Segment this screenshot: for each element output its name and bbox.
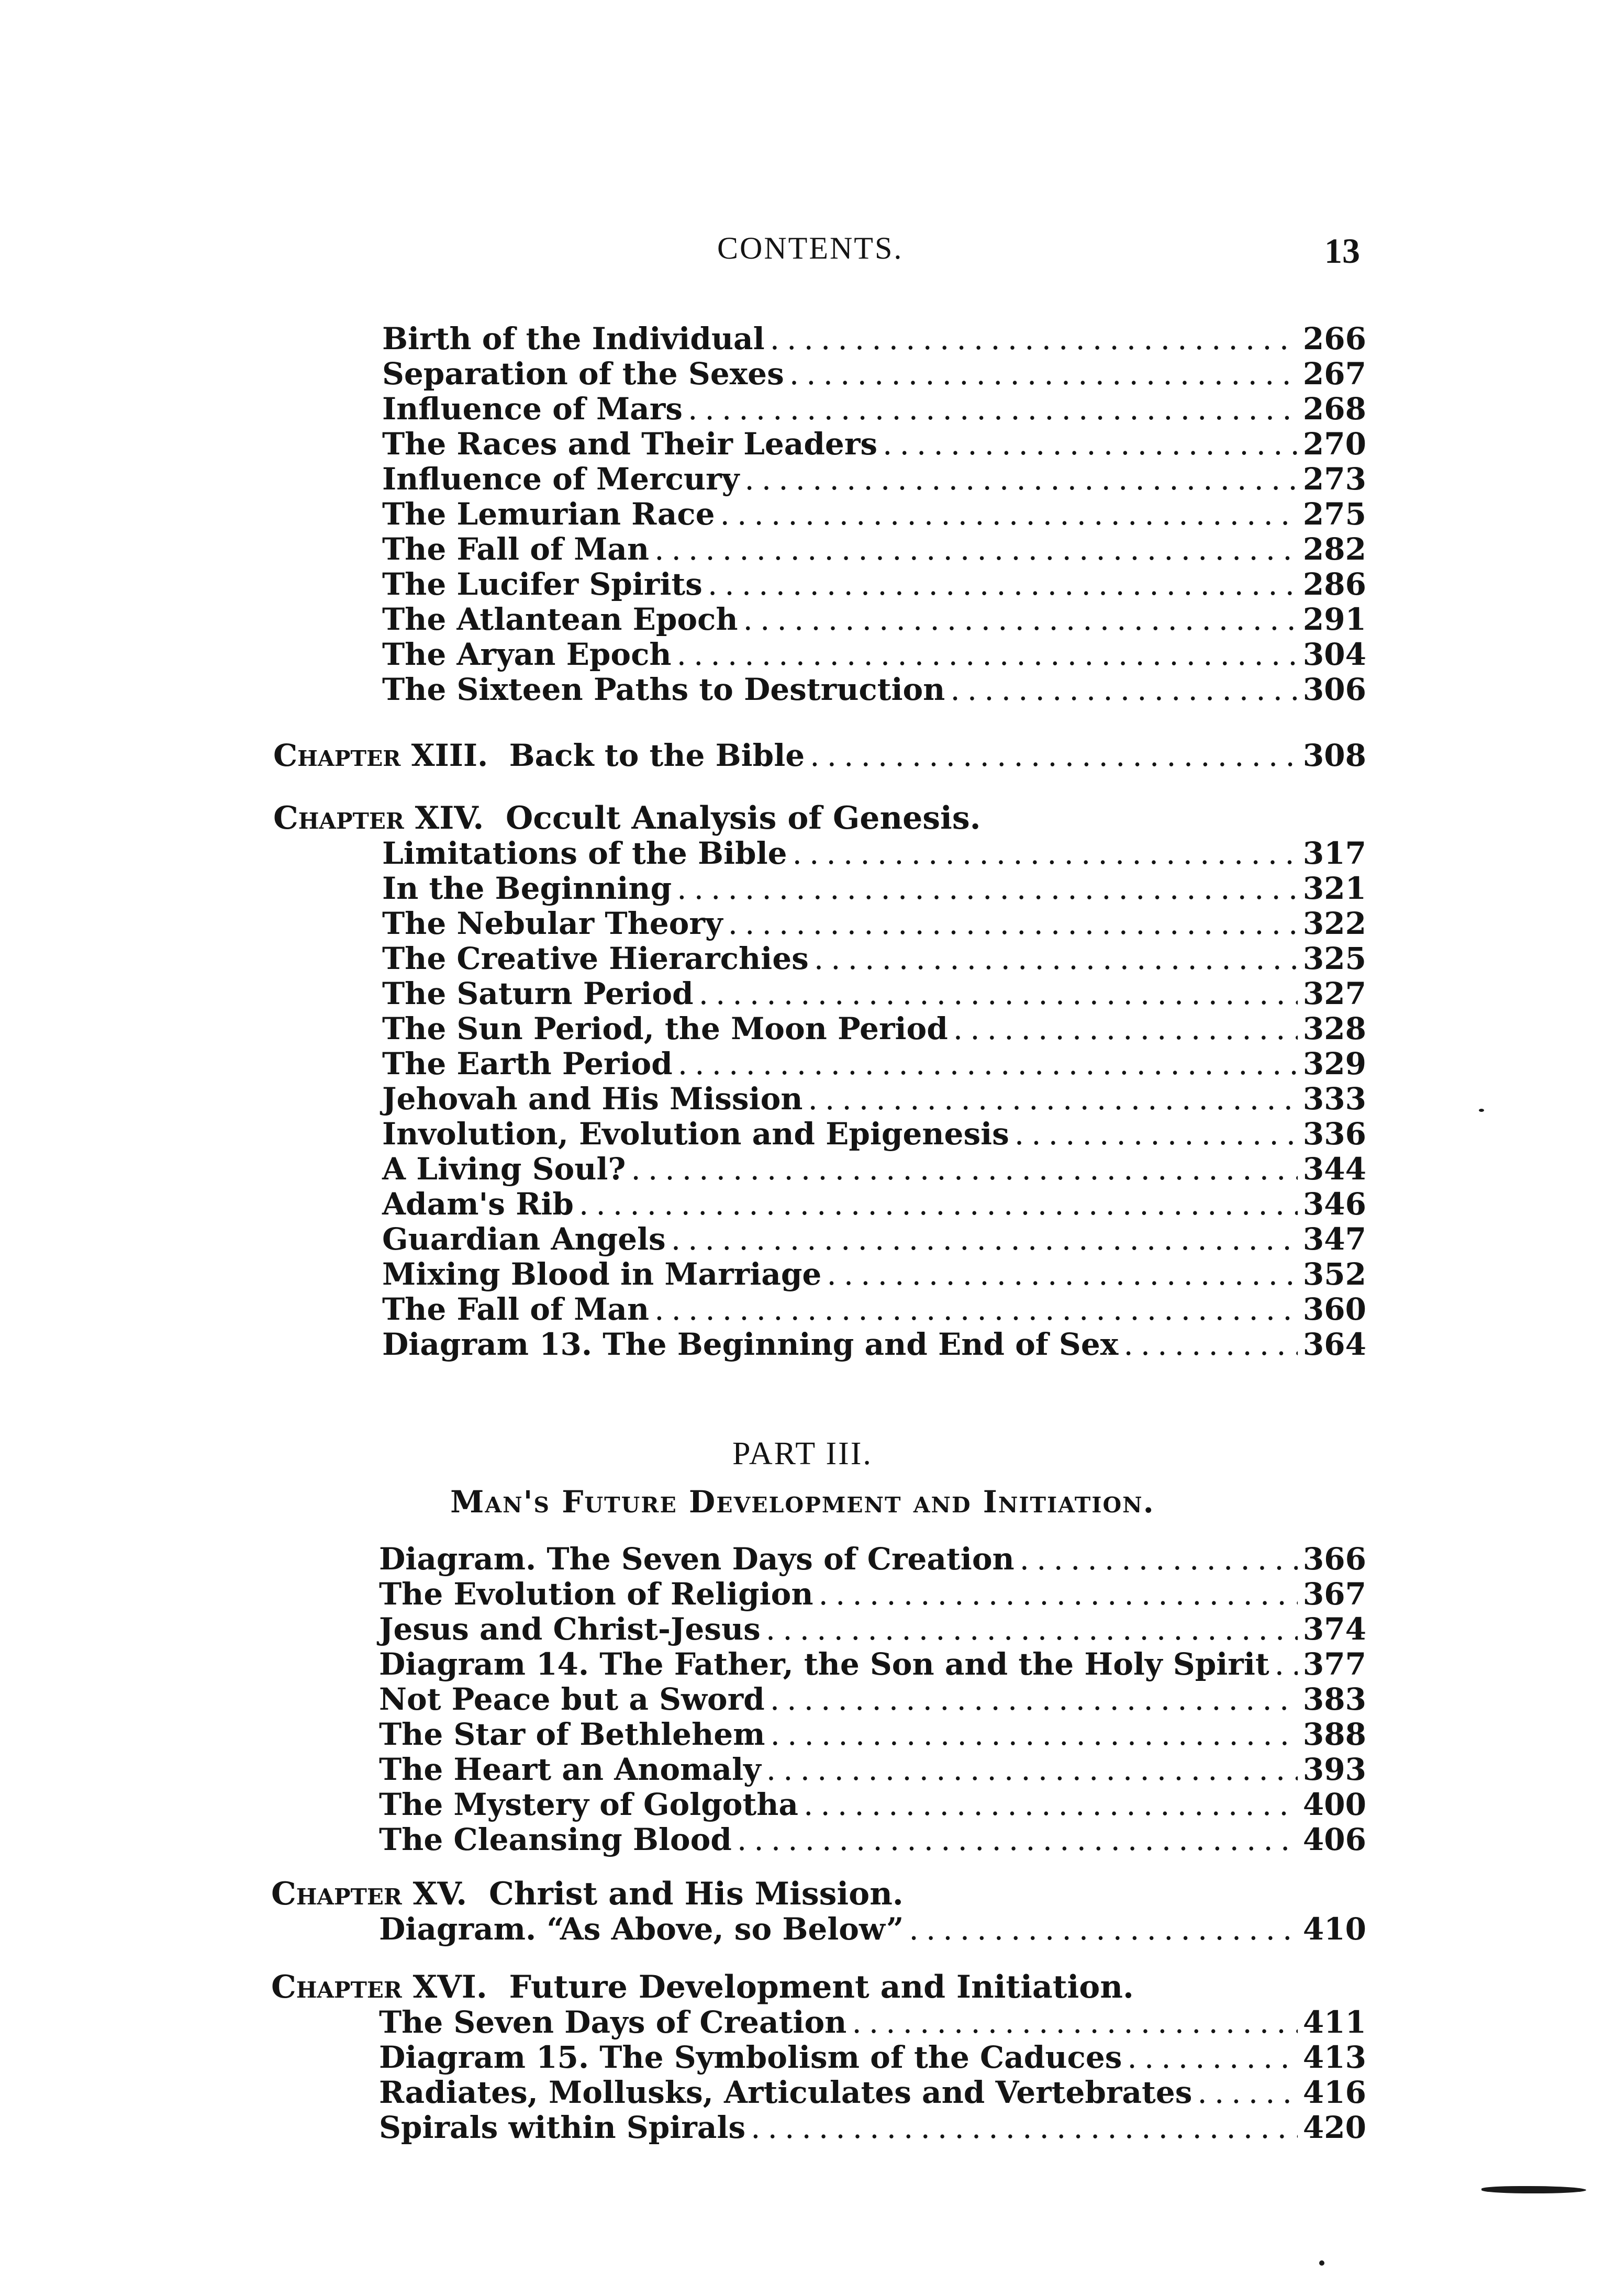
entry-title: Influence of Mercury — [382, 461, 740, 497]
entry-page-number: 416 — [1302, 2075, 1366, 2110]
entry-title: Limitations of the Bible — [382, 835, 787, 871]
entry-page-number: 266 — [1302, 321, 1366, 356]
entry-title: The Fall of Man — [382, 1291, 650, 1327]
entry-page-number: 282 — [1302, 531, 1366, 567]
chapter-16-title: Future Development and Initiation. — [509, 1969, 1134, 2005]
dot-leader — [819, 1577, 1298, 1612]
part-3-entry[interactable] — [379, 1577, 1366, 1612]
entry-page-number: 411 — [1302, 2004, 1366, 2040]
dot-leader — [677, 871, 1298, 906]
dot-leader — [953, 1011, 1298, 1046]
entry-page-number: 286 — [1302, 566, 1366, 602]
entry-page-number: 321 — [1302, 871, 1366, 906]
dot-leader — [743, 602, 1298, 637]
entry-page-number: 344 — [1302, 1151, 1366, 1187]
entry-title: Mixing Blood in Marriage — [382, 1256, 822, 1292]
ink-smudge — [1481, 2186, 1586, 2193]
entry-page-number: 336 — [1302, 1116, 1366, 1152]
entry-page-number: 347 — [1302, 1221, 1366, 1257]
chapter-15-numeral: XV. — [413, 1876, 467, 1912]
dot-leader — [766, 1752, 1298, 1787]
dot-leader — [744, 462, 1298, 497]
entry-page-number: 273 — [1302, 461, 1366, 497]
entry-title: The Fall of Man — [382, 531, 650, 567]
entry-page-number: 393 — [1302, 1752, 1366, 1787]
dot-leader — [728, 906, 1298, 941]
entry-title: Not Peace but a Sword — [379, 1681, 765, 1717]
dot-leader — [631, 1152, 1298, 1187]
chapter-15-entry[interactable] — [379, 1912, 1366, 1947]
entry-page-number: 364 — [1302, 1327, 1366, 1362]
chapter-14-entry[interactable] — [382, 1117, 1366, 1152]
entry-title: The Races and Their Leaders — [382, 426, 878, 462]
entry-page-number: 268 — [1302, 391, 1366, 427]
dot-leader — [804, 1787, 1298, 1822]
chapter-16-entry[interactable] — [379, 2005, 1366, 2040]
entry-title: Involution, Evolution and Epigenesis — [382, 1116, 1009, 1152]
entry-title: The Atlantean Epoch — [382, 601, 738, 637]
entry-title: The Seven Days of Creation — [379, 2004, 847, 2040]
entry-page-number: 329 — [1302, 1046, 1366, 1082]
entry-page-number: 333 — [1302, 1081, 1366, 1117]
entry-title: The Lemurian Race — [382, 496, 715, 532]
toc-chapter-14 — [273, 801, 1366, 836]
dot-leader — [852, 2005, 1298, 2040]
toc-chapter-13 — [273, 738, 1366, 773]
part-2-entry[interactable] — [382, 567, 1366, 602]
part-2-entry[interactable] — [382, 497, 1366, 532]
chapter-14-entry[interactable] — [382, 1152, 1366, 1187]
dot-leader — [688, 392, 1298, 427]
entry-title: The Saturn Period — [382, 976, 694, 1011]
part-2-entry[interactable] — [382, 637, 1366, 672]
dot-leader — [579, 1187, 1298, 1222]
part-2-entry[interactable] — [382, 427, 1366, 462]
dot-leader — [1020, 1542, 1298, 1577]
entry-title: In the Beginning — [382, 871, 672, 906]
entry-title: Adam's Rib — [382, 1186, 574, 1222]
dot-leader — [671, 1222, 1298, 1257]
dot-leader — [720, 497, 1298, 532]
part-3-entry[interactable] — [379, 1787, 1366, 1822]
entry-page-number: 270 — [1302, 426, 1366, 462]
running-title: CONTENTS. — [717, 231, 904, 265]
entry-page-number: 325 — [1302, 941, 1366, 976]
dot-leader — [1123, 1327, 1298, 1362]
entry-page-number: 374 — [1302, 1611, 1366, 1647]
entry-title: The Star of Bethlehem — [379, 1717, 765, 1752]
chapter-13-page: 308 — [1302, 738, 1366, 773]
entry-page-number: 317 — [1302, 835, 1366, 871]
entry-title: The Heart an Anomaly — [379, 1752, 761, 1787]
toc-chapter-15-entries — [379, 1912, 1366, 1947]
dot-leader — [883, 427, 1298, 462]
toc-chapter-16 — [271, 1970, 1366, 2005]
entry-page-number: 328 — [1302, 1011, 1366, 1046]
entry-page-number: 400 — [1302, 1787, 1366, 1822]
entry-page-number: 304 — [1302, 637, 1366, 672]
dot-leader — [789, 356, 1298, 392]
part-2-entry[interactable] — [382, 392, 1366, 427]
chapter-16-entry[interactable] — [379, 2075, 1366, 2110]
entry-title: The Creative Hierarchies — [382, 941, 809, 976]
entry-page-number: 267 — [1302, 356, 1366, 392]
dot-leader — [810, 738, 1298, 773]
part-2-entry[interactable] — [382, 356, 1366, 392]
entry-title: Diagram. The Seven Days of Creation — [379, 1541, 1015, 1577]
dot-leader — [808, 1082, 1297, 1117]
entry-page-number: 420 — [1302, 2110, 1366, 2145]
chapter-14-entry[interactable] — [382, 1327, 1366, 1362]
dot-leader — [793, 836, 1298, 871]
chapter-14-label: Chapter — [273, 800, 404, 837]
chapter-14-entry[interactable] — [382, 1257, 1366, 1292]
chapter-14-title: Occult Analysis of Genesis. — [506, 800, 981, 837]
chapter-16-numeral: XVI. — [413, 1969, 487, 2005]
toc-chapter-15 — [271, 1877, 1366, 1912]
dot-leader — [827, 1257, 1298, 1292]
entry-title: Birth of the Individual — [382, 321, 765, 356]
dot-leader — [654, 532, 1298, 567]
dot-leader — [909, 1912, 1298, 1947]
chapter-13-label: Chapter — [273, 738, 401, 773]
entry-page-number: 367 — [1302, 1576, 1366, 1612]
chapter-16-heading — [271, 1970, 1366, 2005]
chapter-14-entry[interactable] — [382, 941, 1366, 976]
entry-title: The Evolution of Religion — [379, 1576, 813, 1612]
part-2-entry[interactable] — [382, 462, 1366, 497]
entry-page-number: 275 — [1302, 496, 1366, 532]
dot-leader — [770, 1682, 1298, 1717]
part-3-entry[interactable] — [379, 1542, 1366, 1577]
entry-title: Guardian Angels — [382, 1221, 666, 1257]
chapter-15-heading — [271, 1877, 1366, 1912]
part-3-entry[interactable] — [379, 1612, 1366, 1647]
part-3-subtitle: Man's Future Development and Initiation. — [450, 1484, 1155, 1520]
chapter-14-entry[interactable] — [382, 1011, 1366, 1046]
chapter-14-entry[interactable] — [382, 1046, 1366, 1082]
chapter-16-entry[interactable] — [379, 2040, 1366, 2075]
entry-page-number: 388 — [1302, 1717, 1366, 1752]
entry-title: The Cleansing Blood — [379, 1822, 732, 1857]
entry-page-number: 366 — [1302, 1541, 1366, 1577]
entry-title: Diagram 13. The Beginning and End of Sex — [382, 1327, 1119, 1362]
entry-page-number: 410 — [1302, 1911, 1366, 1947]
dot-leader — [751, 2110, 1298, 2145]
dot-leader — [950, 672, 1298, 707]
chapter-14-entry[interactable] — [382, 1222, 1366, 1257]
entry-title: The Sun Period, the Moon Period — [382, 1011, 948, 1046]
part-2-entry[interactable] — [382, 321, 1366, 356]
entry-page-number: 352 — [1302, 1256, 1366, 1292]
page-number: 13 — [1324, 231, 1360, 271]
chapter-15-label: Chapter — [271, 1876, 402, 1912]
chapter-16-label: Chapter — [271, 1969, 402, 2005]
part-3-entry[interactable] — [379, 1717, 1366, 1752]
chapter-14-entry[interactable] — [382, 1187, 1366, 1222]
entry-title: A Living Soul? — [382, 1151, 626, 1187]
entry-title: Separation of the Sexes — [382, 356, 784, 392]
dot-leader — [814, 941, 1298, 976]
chapter-14-heading — [273, 801, 1366, 836]
entry-page-number: 291 — [1302, 601, 1366, 637]
entry-page-number: 406 — [1302, 1822, 1366, 1857]
chapter-14-entry[interactable] — [382, 1082, 1366, 1117]
entry-page-number: 306 — [1302, 672, 1366, 707]
dot-leader — [708, 567, 1298, 602]
dot-leader — [771, 1717, 1298, 1752]
entry-title: The Sixteen Paths to Destruction — [382, 672, 945, 707]
toc-chapter-14-entries — [382, 836, 1366, 1362]
dot-leader — [677, 637, 1298, 672]
dot-leader — [699, 976, 1298, 1011]
dot-leader — [770, 321, 1298, 356]
chapter-13-title: Back to the Bible — [509, 738, 805, 773]
chapter-13-line[interactable] — [273, 738, 1366, 773]
entry-page-number: 377 — [1302, 1646, 1366, 1682]
chapter-14-entry[interactable] — [382, 906, 1366, 941]
part-3-entry[interactable] — [379, 1752, 1366, 1787]
part-2-entry[interactable] — [382, 532, 1366, 567]
chapter-14-entry[interactable] — [382, 1292, 1366, 1327]
entry-page-number: 327 — [1302, 976, 1366, 1011]
entry-page-number: 346 — [1302, 1186, 1366, 1222]
part-3-title: PART III. — [732, 1436, 873, 1472]
chapter-14-entry[interactable] — [382, 836, 1366, 871]
entry-page-number: 322 — [1302, 906, 1366, 941]
dot-leader — [1197, 2075, 1298, 2110]
chapter-16-entry[interactable] — [379, 2110, 1366, 2145]
part-2-entry[interactable] — [382, 602, 1366, 637]
part-3-entry[interactable] — [379, 1822, 1366, 1857]
part-2-entry[interactable] — [382, 672, 1366, 707]
chapter-13-numeral: XIII. — [411, 738, 488, 773]
dot-leader — [1275, 1647, 1298, 1682]
entry-title: Diagram 15. The Symbolism of the Caduces — [379, 2039, 1122, 2075]
entry-page-number: 383 — [1302, 1681, 1366, 1717]
ink-dot — [1319, 2260, 1324, 2266]
toc-section-part2 — [382, 321, 1366, 707]
entry-title: The Mystery of Golgotha — [379, 1787, 798, 1822]
part-3-entry[interactable] — [379, 1682, 1366, 1717]
entry-title: Jehovah and His Mission — [382, 1081, 803, 1117]
entry-title: Spirals within Spirals — [379, 2110, 746, 2145]
dot-leader — [766, 1612, 1298, 1647]
entry-title: Diagram. “As Above, so Below” — [379, 1911, 904, 1947]
entry-title: Radiates, Mollusks, Articulates and Vertebrates — [379, 2075, 1192, 2110]
toc-part-3-entries — [379, 1542, 1366, 1857]
dot-leader — [737, 1822, 1298, 1857]
entry-page-number: 413 — [1302, 2039, 1366, 2075]
chapter-14-entry[interactable] — [382, 976, 1366, 1011]
entry-page-number: 360 — [1302, 1291, 1366, 1327]
entry-title: Jesus and Christ-Jesus — [379, 1611, 761, 1647]
dot-leader — [1015, 1117, 1298, 1152]
chapter-15-title: Christ and His Mission. — [488, 1876, 904, 1912]
chapter-14-numeral: XIV. — [415, 800, 484, 837]
entry-title: Diagram 14. The Father, the Son and the Holy Spirit — [379, 1646, 1269, 1682]
toc-chapter-16-entries — [379, 2005, 1366, 2145]
entry-title: The Lucifer Spirits — [382, 566, 703, 602]
dot-leader — [654, 1292, 1298, 1327]
dot-leader — [1127, 2040, 1298, 2075]
chapter-14-entry[interactable] — [382, 871, 1366, 906]
entry-title: The Earth Period — [382, 1046, 673, 1082]
entry-title: Influence of Mars — [382, 391, 683, 427]
entry-title: The Nebular Theory — [382, 906, 723, 941]
part-3-entry[interactable] — [379, 1647, 1366, 1682]
entry-title: The Aryan Epoch — [382, 637, 672, 672]
dot-leader — [678, 1046, 1298, 1082]
ink-dot — [1479, 1109, 1484, 1112]
